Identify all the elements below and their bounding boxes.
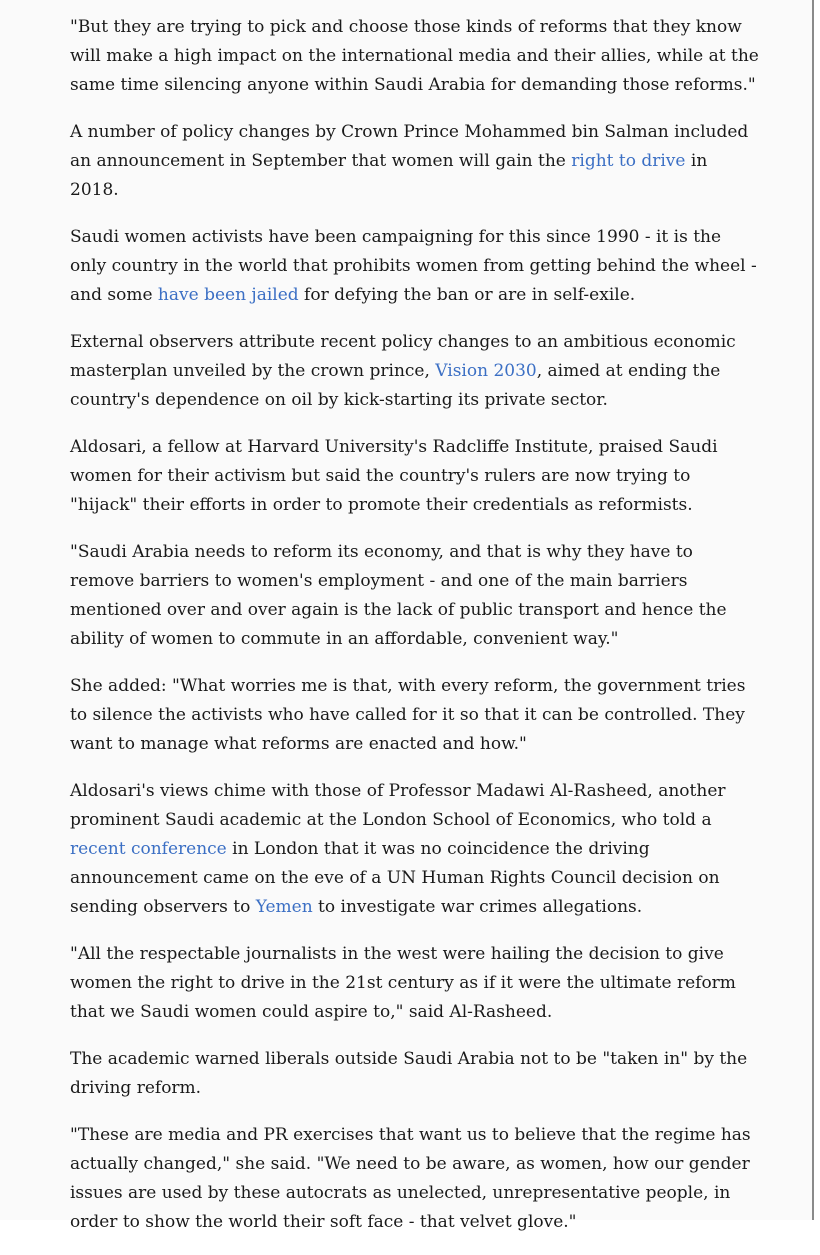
paragraph-text: "Saudi Arabia needs to reform its economy, and that is why they have to remove barriers to women's employment - and one of the main barriers mentioned over and over again is the lack of public transport and hence the ability of women to commute in an affordable, convenient way." [70, 542, 727, 649]
article-body [70, 13, 760, 1255]
paragraph-text: "But they are trying to pick and choose those kinds of reforms that they know will make a high impact on the international media and their allies, while at the same time silencing anyone within Saudi Arabia for demanding those reforms." [70, 17, 759, 95]
paragraph-text: in London that it was no coincidence the driving announcement came on the eve of a UN Human Rights Council decision on sending observers to [70, 839, 720, 917]
paragraph [70, 118, 760, 205]
yemen-link[interactable]: Yemen [255, 897, 313, 917]
paragraph-text: for defying the ban or are in self-exile. [298, 285, 636, 305]
paragraph-text: A number of policy changes by Crown Prince Mohammed bin Salman included an announcement in September that women will gain the [70, 122, 749, 171]
have-been-jailed-link[interactable]: have been jailed [157, 285, 299, 305]
paragraph-text: Saudi women activists have been campaigning for this since 1990 - it is the only country in the world that prohibits women from getting behind the wheel - and some [70, 227, 757, 305]
paragraph [70, 1045, 760, 1103]
paragraph-text: The academic warned liberals outside Saudi Arabia not to be "taken in" by the driving reform. [70, 1049, 748, 1098]
paragraph-text: Aldosari's views chime with those of Professor Madawi Al-Rasheed, another prominent Saudi academic at the London School of Economics, who told a [70, 781, 726, 830]
paragraph-text: External observers attribute recent policy changes to an ambitious economic masterplan unveiled by the crown prince, [70, 332, 736, 381]
recent-conference-link[interactable]: recent conference [70, 839, 227, 859]
paragraph-text: in 2018. [70, 151, 708, 200]
paragraph-text: "All the respectable journalists in the west were hailing the decision to give women the right to drive in the 21st century as if it were the ultimate reform that we Saudi women could aspire to," said Al-Rasheed. [70, 944, 736, 1022]
paragraph [70, 13, 760, 100]
right-to-drive-link[interactable]: right to drive [571, 151, 686, 171]
paragraph-text: to investigate war crimes allegations. [312, 897, 643, 917]
paragraph-text: , aimed at ending the country's dependence on oil by kick-starting its private sector. [70, 361, 721, 410]
paragraph [70, 672, 760, 759]
page-edge-divider [812, 0, 814, 1220]
paragraph [70, 328, 760, 415]
paragraph-text: She added: "What worries me is that, with every reform, the government tries to silence the activists who have called for it so that it can be controlled. They want to manage what reforms are enacted and how." [70, 676, 746, 754]
paragraph [70, 538, 760, 654]
paragraph [70, 433, 760, 520]
paragraph-text: "These are media and PR exercises that want us to believe that the regime has actually changed," she said. "We need to be aware, as women, how our gender issues are used by these autocrats as unelected, unrepresentative people, in order to show the world their soft face - that velvet glove." [70, 1125, 751, 1232]
paragraph [70, 777, 760, 922]
paragraph-text: Aldosari, a fellow at Harvard University's Radcliffe Institute, praised Saudi women for their activism but said the country's rulers are now trying to "hijack" their efforts in order to promote their credentials as reformists. [70, 437, 718, 515]
vision-2030-link[interactable]: Vision 2030 [435, 361, 537, 381]
paragraph [70, 940, 760, 1027]
paragraph [70, 223, 760, 310]
